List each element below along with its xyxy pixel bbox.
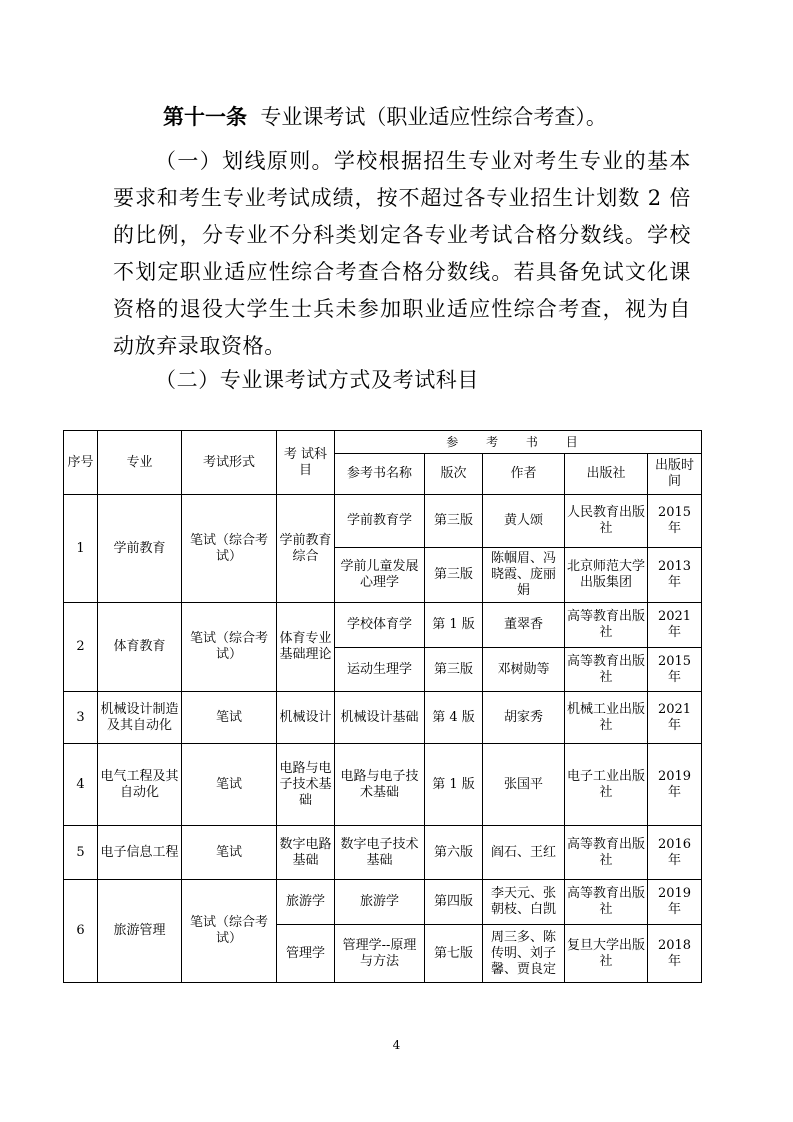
cell-publisher: 高等教育出版社 (565, 648, 648, 692)
cell-seq: 6 (64, 880, 98, 983)
cell-book-name: 电路与电子技术基础 (335, 744, 425, 826)
cell-book-name: 旅游学 (335, 880, 425, 925)
cell-edition: 第 1 版 (425, 603, 483, 648)
cell-form: 笔试 (182, 744, 277, 826)
cell-major: 电子信息工程 (98, 826, 182, 880)
cell-author: 李天元、张朝枝、白凯 (483, 880, 565, 925)
header-form: 考试形式 (182, 431, 277, 495)
cell-subject: 旅游学 (277, 880, 335, 925)
cell-form: 笔试（综合考试） (182, 495, 277, 603)
cell-form: 笔试 (182, 692, 277, 744)
header-reference-books: 参 考 书 目 (335, 431, 702, 454)
cell-year: 2013 年 (648, 548, 702, 603)
cell-year: 2021 年 (648, 603, 702, 648)
cell-book-name: 数字电子技术基础 (335, 826, 425, 880)
cell-subject: 机械设计 (277, 692, 335, 744)
cell-year: 2016 年 (648, 826, 702, 880)
page-number: 4 (392, 1038, 401, 1052)
cell-author: 胡家秀 (483, 692, 565, 744)
table-row (64, 880, 702, 925)
cell-major: 体育教育 (98, 603, 182, 692)
table-row (64, 495, 702, 548)
cell-publisher: 复旦大学出版社 (565, 925, 648, 983)
cell-subject: 数字电路基础 (277, 826, 335, 880)
cell-major: 机械设计制造及其自动化 (98, 692, 182, 744)
cell-year: 2018 年 (648, 925, 702, 983)
cell-author: 陈帼眉、冯晓霞、庞丽娟 (483, 548, 565, 603)
cell-year: 2019 年 (648, 880, 702, 925)
table-row (64, 826, 702, 880)
cell-major: 电气工程及其自动化 (98, 744, 182, 826)
cell-book-name: 管理学--原理与方法 (335, 925, 425, 983)
cell-publisher: 高等教育出版社 (565, 880, 648, 925)
cell-edition: 第三版 (425, 648, 483, 692)
cell-major: 学前教育 (98, 495, 182, 603)
cell-book-name: 机械设计基础 (335, 692, 425, 744)
header-publish-date: 出版时间 (648, 454, 702, 495)
cell-year: 2019 年 (648, 744, 702, 826)
header-major: 专业 (98, 431, 182, 495)
paragraph-line-principle: （一）划线原则。学校根据招生专业对考生专业的基本要求和考生专业考试成绩，按不超过各专业招生计划数 2 倍的比例，分专业不分科类划定各专业考试合格分数线。学校不划定职业适应性综合考查合格分数线。若具备免试文化课资格的退役大学生士兵未参加职业适应性综合考查，视为自动放弃录取资格。 (113, 149, 691, 358)
cell-year: 2015 年 (648, 648, 702, 692)
cell-author: 黄人颂 (483, 495, 565, 548)
cell-subject: 电路与电子技术基础 (277, 744, 335, 826)
cell-form: 笔试 (182, 826, 277, 880)
cell-subject: 体育专业基础理论 (277, 603, 335, 692)
article-title: 专业课考试（职业适应性综合考查）。 (260, 105, 607, 129)
cell-edition: 第七版 (425, 925, 483, 983)
cell-author: 张国平 (483, 744, 565, 826)
cell-year: 2021 年 (648, 692, 702, 744)
cell-edition: 第三版 (425, 548, 483, 603)
cell-subject: 管理学 (277, 925, 335, 983)
article-heading (163, 102, 607, 132)
cell-edition: 第 4 版 (425, 692, 483, 744)
cell-book-name: 学前教育学 (335, 495, 425, 548)
table-row (64, 744, 702, 826)
cell-publisher: 人民教育出版社 (565, 495, 648, 548)
header-author: 作者 (483, 454, 565, 495)
header-edition: 版次 (425, 454, 483, 495)
cell-edition: 第四版 (425, 880, 483, 925)
cell-publisher: 高等教育出版社 (565, 826, 648, 880)
cell-publisher: 高等教育出版社 (565, 603, 648, 648)
article-number: 第十一条 (163, 105, 247, 129)
header-seq: 序号 (64, 431, 98, 495)
cell-seq: 5 (64, 826, 98, 880)
cell-seq: 4 (64, 744, 98, 826)
cell-edition: 第六版 (425, 826, 483, 880)
exam-subjects-table (63, 430, 702, 983)
cell-publisher: 北京师范大学出版集团 (565, 548, 648, 603)
cell-subject: 学前教育综合 (277, 495, 335, 603)
cell-seq: 1 (64, 495, 98, 603)
cell-author: 邓树勋等 (483, 648, 565, 692)
header-subject: 考 试科 目 (277, 431, 335, 495)
table-header-row (64, 431, 702, 454)
cell-year: 2015 年 (648, 495, 702, 548)
cell-book-name: 学校体育学 (335, 603, 425, 648)
cell-author: 周三多、陈传明、刘子馨、贾良定 (483, 925, 565, 983)
cell-seq: 2 (64, 603, 98, 692)
header-book-name: 参考书名称 (335, 454, 425, 495)
table-row (64, 603, 702, 648)
table-row (64, 692, 702, 744)
cell-major: 旅游管理 (98, 880, 182, 983)
cell-author: 阎石、王红 (483, 826, 565, 880)
cell-edition: 第三版 (425, 495, 483, 548)
cell-seq: 3 (64, 692, 98, 744)
paragraph-exam-methods: （二）专业课考试方式及考试科目 (155, 368, 479, 392)
header-publisher: 出版社 (565, 454, 648, 495)
cell-edition: 第 1 版 (425, 744, 483, 826)
cell-publisher: 机械工业出版社 (565, 692, 648, 744)
cell-author: 董翠香 (483, 603, 565, 648)
cell-form: 笔试（综合考试） (182, 880, 277, 983)
cell-book-name: 运动生理学 (335, 648, 425, 692)
cell-form: 笔试（综合考试） (182, 603, 277, 692)
cell-book-name: 学前儿童发展心理学 (335, 548, 425, 603)
cell-publisher: 电子工业出版社 (565, 744, 648, 826)
